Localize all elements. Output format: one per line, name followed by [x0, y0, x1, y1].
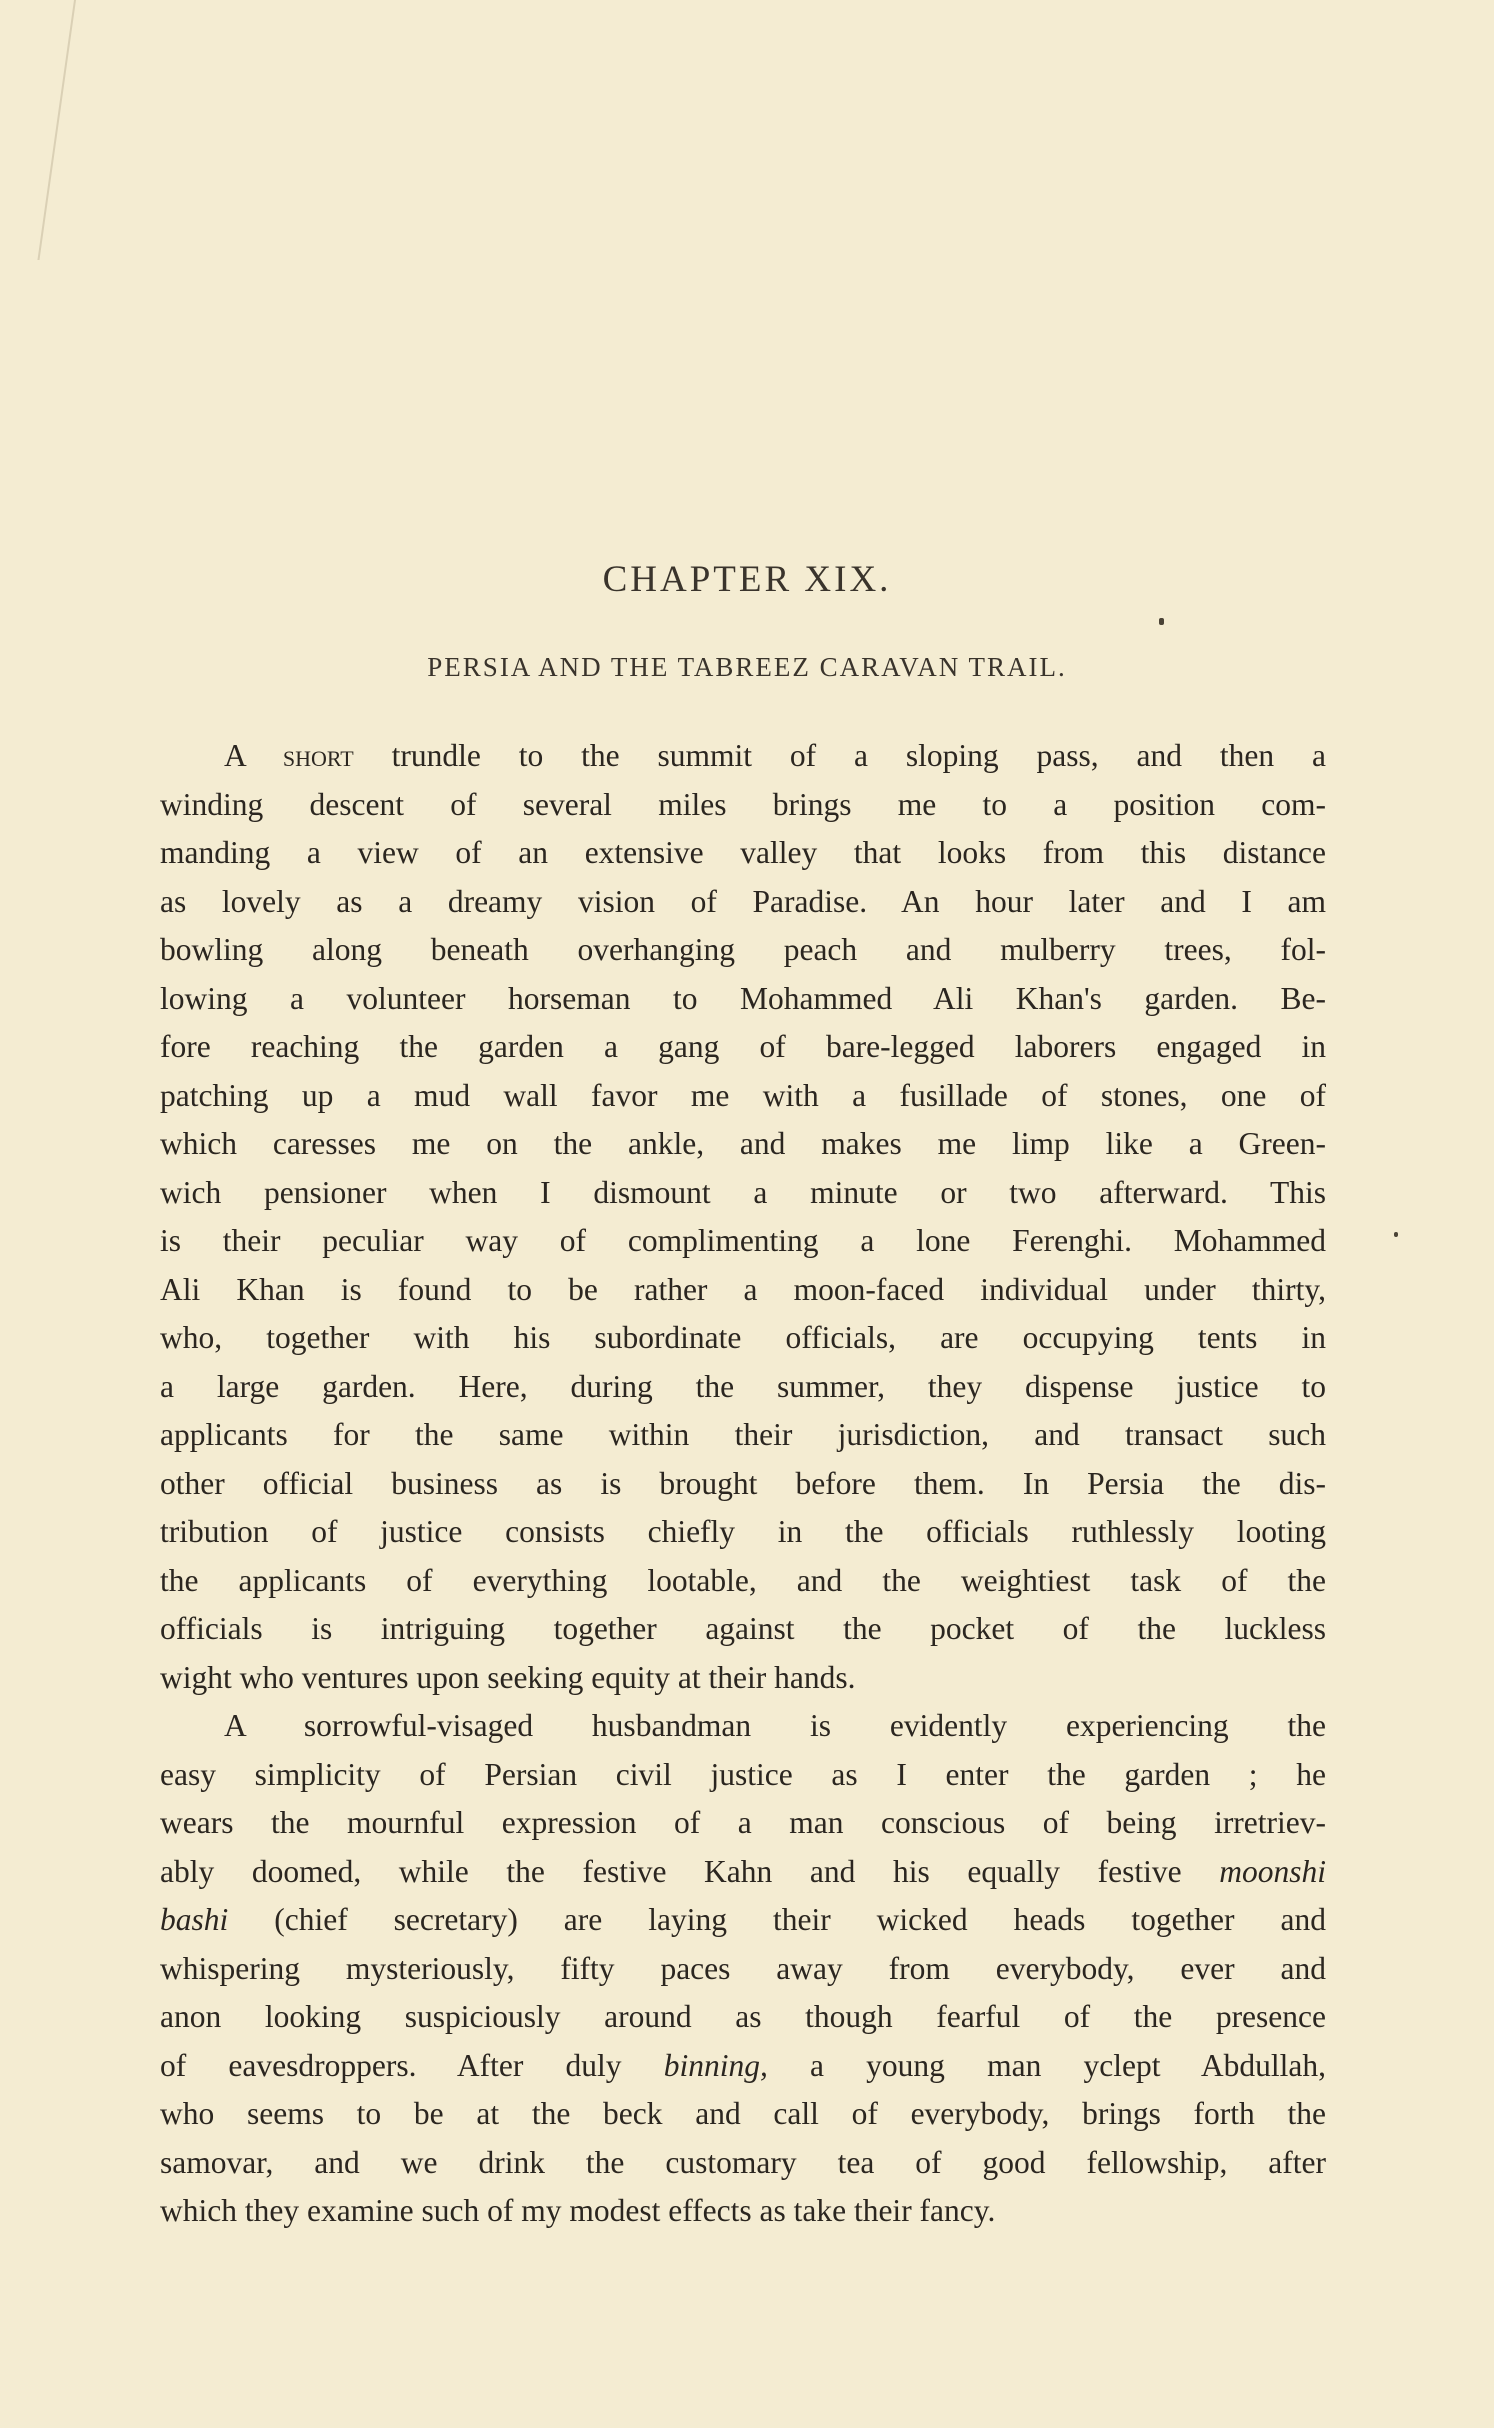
text-line: wich pensioner when I dismount a minute or two afterward. This — [160, 1174, 1326, 1210]
text-line: lowing a volunteer horseman to Mohammed Ali Khan's garden. Be- — [160, 980, 1326, 1016]
text-line: Ali Khan is found to be rather a moon-faced individual under thirty, — [160, 1271, 1326, 1307]
text-line: fore reaching the garden a gang of bare-legged laborers engaged in — [160, 1029, 1326, 1064]
text-line: other official business as is brought before them. In Persia the dis- — [160, 1465, 1326, 1501]
text-line: samovar, and we drink the customary tea of good fellowship, after — [160, 2144, 1326, 2180]
text-line: who, together with his subordinate officials, are occupying tents in — [160, 1320, 1326, 1355]
text-line: which caresses me on the ankle, and makes me limp like a Green- — [160, 1126, 1326, 1161]
chapter-subtitle: PERSIA AND THE TABREEZ CARAVAN TRAIL. — [427, 652, 1067, 682]
text-line: applicants for the same within their jurisdiction, and transact such — [160, 1417, 1326, 1452]
text-line: anon looking suspiciously around as though fearful of the presence — [160, 1999, 1326, 2034]
text-line: bashi (chief secretary) are laying their wicked heads together and — [160, 1902, 1326, 1937]
italic-term: moonshi — [1219, 1853, 1326, 1889]
text-line: manding a view of an extensive valley that looks from this distance — [160, 835, 1326, 870]
text-line: A short trundle to the summit of a sloping pass, and then a — [224, 738, 1326, 773]
page-fold-mark — [0, 0, 76, 260]
italic-term: binning, — [663, 2047, 768, 2083]
text-line: a large garden. Here, during the summer, they dispense justice to — [160, 1368, 1326, 1404]
text-line: the applicants of everything lootable, and the weightiest task of the — [160, 1562, 1326, 1598]
text-line: of eavesdroppers. After duly binning, a young man yclept Abdullah, — [160, 2047, 1326, 2083]
text-line: winding descent of several miles brings me to a position com- — [160, 786, 1326, 822]
italic-term: bashi — [160, 1902, 229, 1937]
text-line: is their peculiar way of complimenting a lone Ferenghi. Mohammed — [160, 1223, 1326, 1258]
text-line: whispering mysteriously, fifty paces away from everybody, ever and — [160, 1950, 1326, 1986]
ink-speck — [1394, 1232, 1398, 1237]
text-line: which they examine such of my modest effects as take their fancy. — [160, 2193, 996, 2228]
text-line: A sorrowful-visaged husbandman is evidently experiencing the — [224, 1708, 1326, 1743]
text-line: tribution of justice consists chiefly in the officials ruthlessly looting — [160, 1514, 1326, 1549]
text-line: ably doomed, while the festive Kahn and his equally festive moonshi — [160, 1853, 1326, 1889]
text-line: bowling along beneath overhanging peach and mulberry trees, fol- — [160, 932, 1326, 967]
chapter-title: CHAPTER XIX. — [602, 559, 892, 600]
text-line: as lovely as a dreamy vision of Paradise. An hour later and I am — [160, 883, 1326, 919]
chapter-body — [160, 732, 1326, 2236]
text-line: officials is intriguing together against the pocket of the luckless — [160, 1611, 1326, 1646]
text-line: who seems to be at the beck and call of everybody, brings forth the — [160, 2096, 1326, 2131]
ink-speck — [1159, 618, 1164, 625]
text-line: easy simplicity of Persian civil justice as I enter the garden ; he — [160, 1756, 1326, 1792]
text-line: wight who ventures upon seeking equity at their hands. — [160, 1659, 856, 1695]
text-line: wears the mournful expression of a man conscious of being irretriev- — [160, 1805, 1326, 1840]
text-line: patching up a mud wall favor me with a fusillade of stones, one of — [160, 1077, 1326, 1113]
